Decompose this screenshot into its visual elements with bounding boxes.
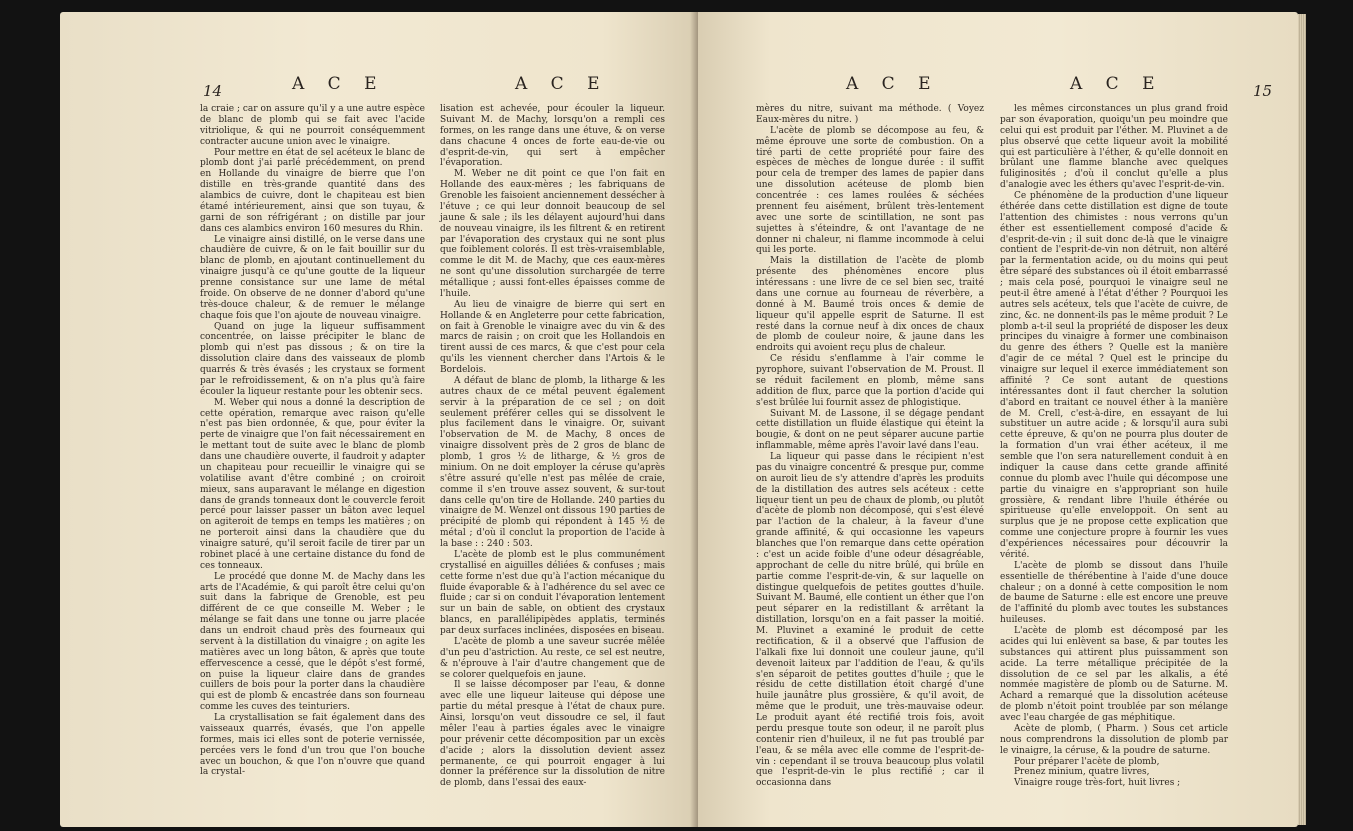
left-page [60,12,698,827]
left-page-header-left: A C E [292,74,386,94]
right-page-header-left: A C E [846,74,940,94]
paragraph: La crystallisation se fait également dans des vaisseaux quarrés, évasés, que l'on appelle formes, mais ici elles sont de poterie vernissée, percées vers le fond d'un trou que l'on bouche avec un bouchon, & que l'on n'ouvre que quand la crystal- [200,713,425,778]
right-page-column-1 [756,104,984,789]
paragraph: L'acète de plomb a une saveur sucrée mêlée d'un peu d'astriction. Au reste, ce sel est neutre, & n'éprouve à l'air d'autre changement que de se colorer quelquefois en jaune. [440,636,665,680]
paragraph: Quand on juge la liqueur suffisamment concentrée, on laisse précipiter le blanc de plomb qui n'est pas dissous ; & on tire la dissolution claire dans des vaisseaux de plomb quarrés & très évasés ; les crystaux se forment par le refroidissement, & on n'a plus qu'à faire écouler la liqueur restante pour les obtenir secs. [200,321,425,397]
paragraph: M. Weber ne dit point ce que l'on fait en Hollande des eaux-mères ; les fabriquans de Grenoble les faisoient anciennement dessécher à l'étuve ; ce qui leur donnoit beaucoup de sel jaune & sale ; ils les délayent aujourd'hui dans de nouveau vinaigre, ils les filtrent & en retirent par l'évaporation des crystaux qui ne sont plus que foiblement colorés. Il est très-vraisemblable, comme le dit M. de Machy, que ces eaux-mères ne sont qu'une dissolution surchargée de terre métallique ; aussi font-elles épaisses comme de l'huile. [440,169,665,299]
left-page-column-1 [200,104,425,778]
paragraph: lisation est achevée, pour écouler la liqueur. Suivant M. de Machy, lorsqu'on a rempli ces formes, on les range dans une étuve, & on verse dans chacune 4 onces de forte eau-de-vie ou d'esprit-de-vin, qui sert à empêcher l'évaporation. [440,104,665,169]
paragraph: Le procédé que donne M. de Machy dans les arts de l'Académie, & qui paroît être celui qu'on suit dans la fabrique de Grenoble, est peu différent de ce que conseille M. Weber ; le mélange se fait dans une tonne ou jarre placée dans un endroit chaud près des fourneaux qui servent à la distillation du vinaigre ; on agite les matières avec un long bâton, & après que toute effervescence a cessé, que le dépôt s'est formé, on puise la liqueur claire dans de grandes cuillers de bois pour la porter dans la chaudière qui est de plomb & encastrée dans son fourneau comme les cuves des teinturiers. [200,571,425,713]
left-page-number: 14 [203,82,223,100]
paragraph: la craie ; car on assure qu'il y a une autre espèce de blanc de plomb qui se fait avec l'acide vitriolique, & qui ne pourroit conséquemment contracter aucune union avec le vinaigre. [200,104,425,147]
right-page-column-2 [1000,104,1228,789]
paragraph: Ce résidu s'enflamme à l'air comme le pyrophore, suivant l'observation de M. Proust. Il se réduit facilement en plomb, même sans addition de flux, parce que la portion d'acide qui s'est brûlée lui fournit assez de phlogistique. [756,354,984,408]
left-page-header-right: A C E [515,74,609,94]
paragraph: Suivant M. de Lassone, il se dégage pendant cette distillation un fluide élastique qui éteint la bougie, & dont on ne peut séparer aucune partie inflammable, même après l'avoir lavé dans l'eau. [756,408,984,452]
paragraph: Pour préparer l'acète de plomb, [1014,756,1160,767]
paragraph: Pour mettre en état de sel acéteux le blanc de plomb dont j'ai parlé précédemment, on prend en Hollande du vinaigre de bierre que l'on distille en très-grande quantité dans des alambics de cuivre, dont le chapiteau est bien étamé intérieurement, ainsi que son tuyau, & garni de son réfrigérant ; on distille par jour dans ces alambics environ 160 mesures du Rhin. [200,147,425,234]
paragraph: les mêmes circonstances un plus grand froid par son évaporation, quoiqu'un peu moindre que celui qui est produit par l'éther. M. Pluvinet a de plus observé que cette liqueur avoit la mobilité qui est particulière à l'éther, & qu'elle donnoit en brûlant une flamme blanche avec quelques fuliginosités ; d'où il conclut qu'elle a plus d'analogie avec les éthers qu'avec l'esprit-de-vin. [1000,104,1228,191]
paragraph: Il se laisse décomposer par l'eau, & donne avec elle une liqueur laiteuse qui dépose une partie du métal presque à l'état de chaux pure. Ainsi, lorsqu'on veut dissoudre ce sel, il faut mêler l'eau à parties égales avec le vinaigre pour prévenir cette décomposition par un excès d'acide ; alors la dissolution devient assez permanente, ce qui pourroit engager à lui donner la préférence sur la dissolution de nitre de plomb, dans l'essai des eaux- [440,680,665,789]
right-page-header-right: A C E [1070,74,1164,94]
paragraph: Prenez minium, quatre livres, [1014,767,1150,778]
right-page [698,12,1298,827]
paragraph: Le vinaigre ainsi distillé, on le verse dans une chaudière de cuivre, & on le fait bouillir sur du blanc de plomb, en ajoutant continuellement du vinaigre jusqu'à ce qu'une goutte de la liqueur prenne consistance sur une lame de métal froide. On observe de ne donner d'abord qu'une très-douce chaleur, & de remuer le mélange chaque fois que l'on ajoute de nouveau vinaigre. [200,234,425,321]
right-page-number: 15 [1253,82,1273,100]
paragraph: L'acète de plomb est décomposé par les acides qui lui enlèvent sa base, & par toutes les substances qui attirent plus puissamment son acide. La terre métallique précipitée de la dissolution de ce sel par les alkalis, a été nommée magistère de plomb ou de Saturne. M. Achard a remarqué que la dissolution acéteuse de plomb n'étoit point troublée par son mélange avec l'eau chargée de gas méphitique. [1000,626,1228,723]
paragraph: Mais la distillation de l'acète de plomb présente des phénomènes encore plus intéressans : une livre de ce sel bien sec, traité dans une cornue au fourneau de réverbère, a donné à M. Baumé trois onces & demie de liqueur qu'il appelle esprit de Saturne. Il est resté dans la cornue neuf à dix onces de chaux de plomb de couleur noire, & jaune dans les endroits qui avoient reçu plus de chaleur. [756,256,984,354]
paragraph: A défaut de blanc de plomb, la litharge & les autres chaux de ce métal peuvent également servir à la préparation de ce sel ; on doit seulement préférer celles qui se dissolvent le plus facilement dans le vinaigre. Or, suivant l'observation de M. de Machy, 8 onces de vinaigre dissolvent près de 2 gros de blanc de plomb, 1 gros ½ de litharge, & ½ gros de minium. On ne doit employer la céruse qu'après s'être assuré qu'elle n'est pas mêlée de craie, comme il s'en trouve assez souvent, & sur-tout dans celle qu'on tire de Hollande. 240 parties du vinaigre de M. Wenzel ont dissous 190 parties de précipité de plomb qui répondent à 145 ½ de métal ; d'où il conclut la proportion de l'acide à la base : : 240 : 503. [440,375,665,549]
paragraph: L'acète de plomb se décompose au feu, & même éprouve une sorte de combustion. On a tiré parti de cette propriété pour faire des espèces de mèches de longue durée : il suffit pour cela de tremper des lames de papier dans une dissolution acéteuse de plomb bien concentrée : ces lames roulées & séchées prennent feu aisément, brûlent très-lentement avec une sorte de scintillation, ne sont pas sujettes à s'éteindre, & ont l'avantage de ne donner ni chaleur, ni flamme incommode à celui qui les porte. [756,125,984,256]
page-edges [1298,14,1306,825]
paragraph: M. Weber qui nous a donné la description de cette opération, remarque avec raison qu'elle n'est pas bien ordonnée, & que, pour éviter la perte de vinaigre que l'on fait nécessairement en le mettant tout de suite avec le blanc de plomb dans une chaudière ouverte, il faudroit y adapter un chapiteau pour recueillir le vinaigre qui se volatilise avant d'être combiné ; on croiroit mieux, sans auparavant le mélange en digestion dans de grands tonneaux dont le couvercle feroit percé pour laisser passer un bâton avec lequel on agiteroit de temps en temps les matières ; on ne porteroit ainsi dans la chaudière que du vinaigre saturé, qu'il seroit facile de tirer par un robinet placé à une certaine distance du fond de ces tonneaux. [200,397,425,571]
paragraph: L'acète de plomb se dissout dans l'huile essentielle de thérébentine à l'aide d'une douce chaleur ; on a donné à cette composition le nom de baume de Saturne : elle est encore une preuve de l'affinité du plomb avec toutes les substances huileuses. [1000,560,1228,626]
paragraph: La liqueur qui passe dans le récipient n'est pas du vinaigre concentré & presque pur, comme on auroit lieu de s'y attendre d'après les produits de la distillation des autres sels acéteux : cette liqueur tient un peu de chaux de plomb, ou plutôt d'acète de plomb non décomposé, qui s'est élevé par l'action de la chaleur, à la faveur d'une grande affinité, & qui occasionne les vapeurs blanches que l'on remarque dans cette opération : c'est un acide foible d'une odeur désagréable, approchant de celle du nitre brûlé, qui brûle en partie comme l'esprit-de-vin, & sur laquelle on distingue quelquefois de petites gouttes d'huile. Suivant M. Baumé, elle contient un éther que l'on peut séparer en la redistillant & arrêtant la distillation, lorsqu'on en a fait passer la moitié. M. Pluvinet a examiné le produit de cette rectification, & il a observé que l'affusion de l'alkali fixe lui donnoit une couleur jaune, qu'il devenoit laiteux par l'addition de l'eau, & qu'ils s'en séparoit de petites gouttes d'huile ; que le résidu de cette distillation étoit chargé d'une huile jaunâtre plus grossière, & qu'il avoit, de même que le produit, une très-mauvaise odeur. Le produit ayant été rectifié trois fois, avoit perdu presque toute son odeur, il ne paroît plus contenir rien d'huileux, il ne fut pas troublé par l'eau, & se mêla avec elle comme de l'esprit-de-vin : cependant il se trouva beaucoup plus volatil que l'esprit-de-vin le plus rectifié ; car il occasionna dans [756,452,984,789]
paragraph: Au lieu de vinaigre de bierre qui sert en Hollande & en Angleterre pour cette fabrication, on fait à Grenoble le vinaigre avec du vin & des marcs de raisin ; on croit que les Hollandois en tirent aussi de ces marcs, & que c'est pour cela qu'ils les viennent chercher dans l'Artois & le Bordelois. [440,299,665,375]
paragraph: L'acète de plomb est le plus communément crystallisé en aiguilles déliées & confuses ; mais cette forme n'est due qu'à l'action mécanique du fluide évaporable & à l'adhérence du sel avec ce fluide ; car si on conduit l'évaporation lentement sur un bain de sable, on obtient des crystaux blancs, en parallélipipèdes applatis, terminés par deux surfaces inclinées, disposées en biseau. [440,549,665,636]
paragraph: Acète de plomb, ( Pharm. ) Sous cet article nous comprendrons la dissolution de plomb par le vinaigre, la céruse, & la poudre de saturne. [1000,723,1228,756]
paragraph: Ce phénomène de la production d'une liqueur éthérée dans cette distillation est digne de toute l'attention des chimistes : nous verrons qu'un éther est essentiellement composé d'acide & d'esprit-de-vin ; il suit donc de-là que le vinaigre contient de l'esprit-de-vin non détruit, non altéré par la fermentation acide, ou du moins qui peut être séparé des substances où il étoit embarrassé ; mais cela posé, pourquoi le vinaigre seul ne peut-il être amené à l'état d'éther ? Pourquoi les autres sels acéteux, tels que l'acète de cuivre, de zinc, &c. ne donnent-ils pas le même produit ? Le plomb a-t-il seul la propriété de disposer les deux principes du vinaigre à former une combinaison du genre des éthers ? Quelle est la manière d'agir de ce métal ? Quel est le principe du vinaigre sur lequel il exerce immédiatement son affinité ? Ce sont autant de questions intéressantes dont il faut chercher la solution d'abord en traitant ce nouvel éther à la manière de M. Crell, c'est-à-dire, en essayant de lui substituer un autre acide ; & lorsqu'il aura subi cette épreuve, & qu'on ne pourra plus douter de la formation d'un vrai éther acéteux, il me semble que l'on sera naturellement conduit à en indiquer la cause dans cette grande affinité connue du plomb avec l'huile qui décompose une partie du vinaigre en s'appropriant son huile grossière, & rendant libre l'huile éthérée ou spiritueuse qu'elle enveloppoit. On sent au surplus que je ne propose cette explication que comme une conjecture propre à fournir les vues d'expériences nécessaires pour découvrir la vérité. [1000,191,1228,560]
paragraph: mères du nitre, suivant ma méthode. ( Voyez Eaux-mères du nitre. ) [756,104,984,125]
left-page-column-2 [440,104,665,789]
paragraph: Vinaigre rouge très-fort, huit livres ; [1014,778,1181,789]
